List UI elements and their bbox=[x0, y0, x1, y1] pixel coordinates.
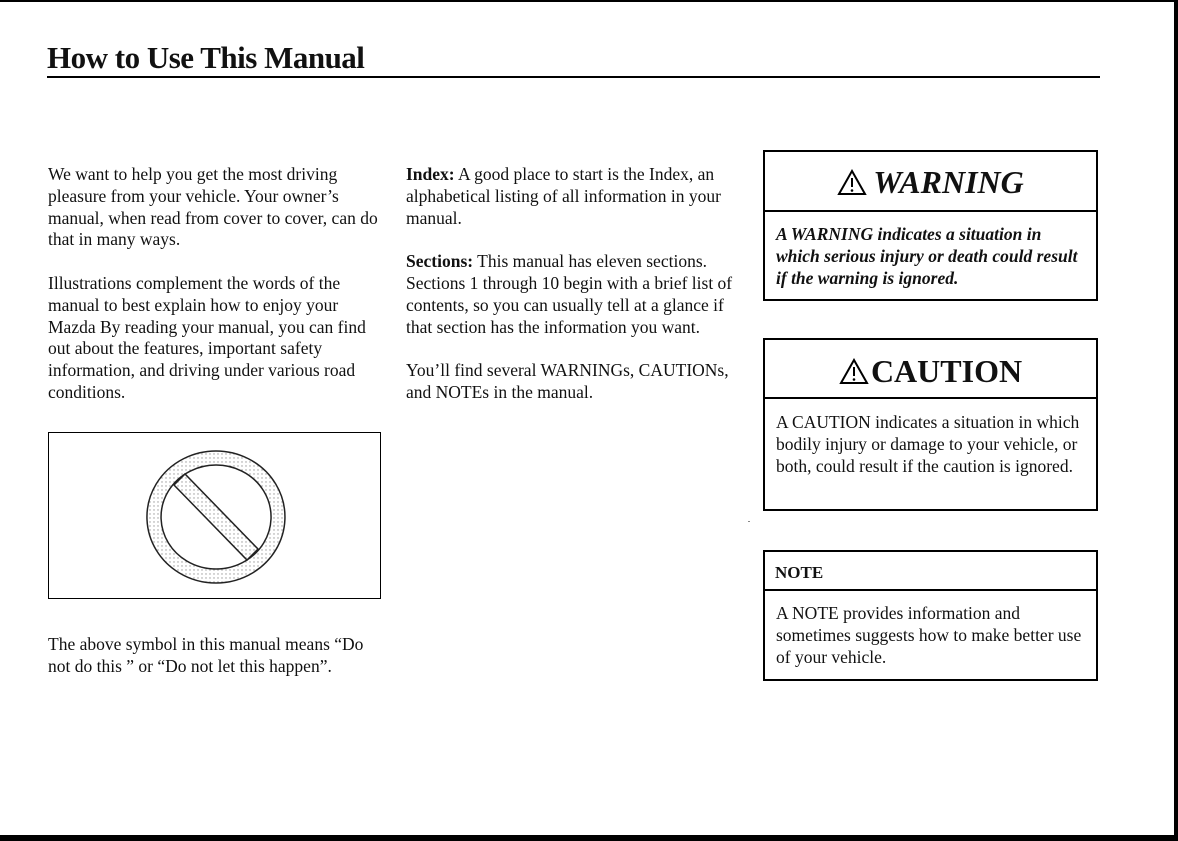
page-border-bottom bbox=[0, 835, 1178, 841]
page-border-top bbox=[0, 0, 1178, 2]
intro-paragraph: We want to help you get the most driving pleasure from your vehicle. Your owner’s manual, when read from cover to cover, can do that in many ways. bbox=[48, 164, 378, 250]
guide-column bbox=[406, 164, 746, 426]
scan-mark bbox=[748, 521, 750, 522]
caution-heading: CAUTION bbox=[870, 353, 1023, 389]
intro-column bbox=[48, 164, 388, 426]
page-border-right bbox=[1174, 0, 1178, 841]
warning-box bbox=[763, 150, 1098, 301]
index-paragraph bbox=[406, 164, 746, 229]
note-header: NOTE bbox=[765, 552, 1096, 591]
caution-box bbox=[763, 338, 1098, 511]
symbol-illustration-box bbox=[48, 432, 381, 599]
warning-body: A WARNING indicates a situation in which serious injury or death could result if the warning is ignored. bbox=[776, 224, 1078, 288]
warning-triangle-icon bbox=[839, 358, 869, 385]
caution-header bbox=[765, 340, 1096, 399]
note-body: A NOTE provides information and sometimes suggests how to make better use of your vehicle. bbox=[776, 603, 1082, 667]
warning-header bbox=[765, 152, 1096, 212]
index-text: A good place to start is the Index, an alphabetical listing of all information in your manual. bbox=[406, 164, 721, 228]
title-rule bbox=[47, 76, 1100, 78]
index-label: Index: bbox=[406, 164, 455, 184]
sections-text: This manual has eleven sections. Sections 1 through 10 begin with a brief list of contents, so you can usually tell at a glance if that section has the information you want. bbox=[406, 251, 733, 337]
note-box bbox=[763, 550, 1098, 681]
sections-label: Sections: bbox=[406, 251, 474, 272]
page-title: How to Use This Manual bbox=[47, 40, 365, 75]
caution-body: A CAUTION indicates a situation in which bodily injury or damage to your vehicle, or both, could result if the caution is ignored. bbox=[776, 412, 1080, 476]
warning-triangle-icon bbox=[837, 169, 867, 196]
illustrations-paragraph: Illustrations complement the words of the manual to best explain how to enjoy your Mazda By reading your manual, you can find out about the features, important safety information, and driving under various road conditions. bbox=[48, 272, 366, 402]
warning-heading: WARNING bbox=[873, 164, 1024, 200]
notices-paragraph: You’ll find several WARNINGs, CAUTIONs, and NOTEs in the manual. bbox=[406, 360, 729, 402]
prohibition-icon bbox=[145, 449, 287, 585]
sections-paragraph bbox=[406, 251, 746, 338]
symbol-caption: The above symbol in this manual means “Do not do this ” or “Do not let this happen”. bbox=[48, 634, 364, 676]
